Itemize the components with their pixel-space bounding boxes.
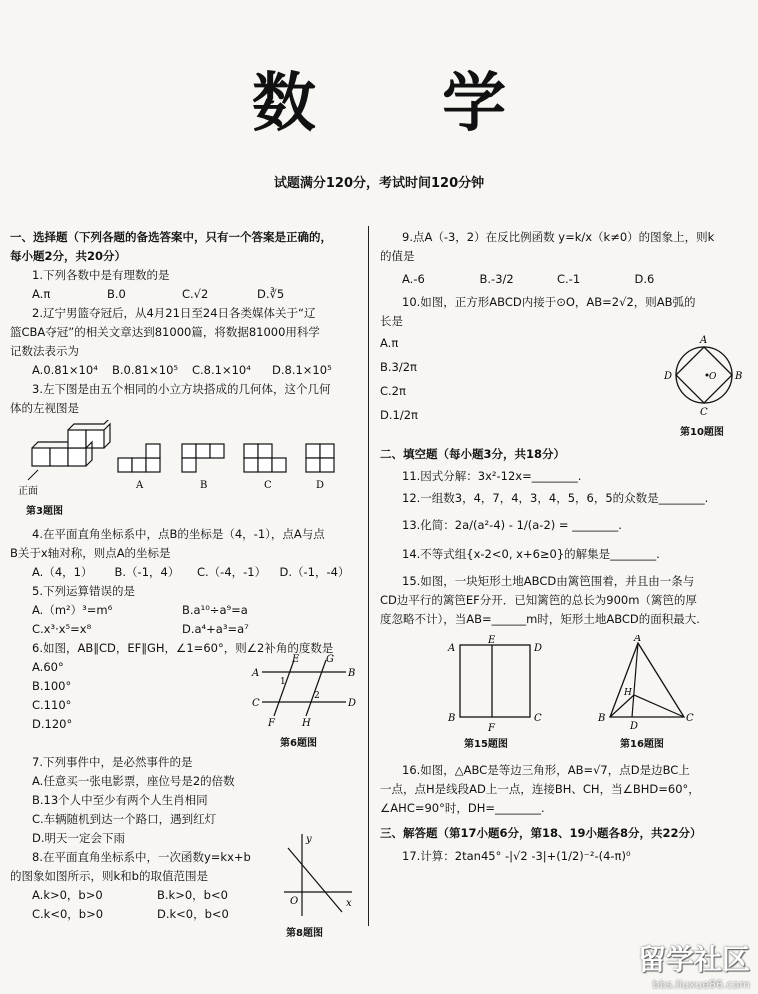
option: C.8.1×10⁴	[192, 363, 251, 377]
option: A.π	[380, 336, 399, 350]
option: B.（-1，4）	[114, 565, 180, 579]
figure-8-caption: 第8题图	[286, 928, 323, 939]
question-5-options-row2	[10, 620, 332, 639]
question-8: 8.在平面直角坐标系中，一次函数y=kx+b	[32, 850, 251, 864]
front-label: 正面	[18, 486, 38, 497]
question-3: 3.左下图是由五个相同的小立方块搭成的几何体，这个几何	[32, 382, 331, 396]
question-10-block	[380, 331, 748, 441]
question-6: 6.如图，AB∥CD，EF∥GH，∠1=60°，则∠2补角的度数是	[32, 641, 334, 655]
section-1-heading-cont: 每小题2分，共20分）	[10, 249, 127, 263]
question-17: 17.计算：2tan45° -|√2 -3|+(1/2)⁻²-(4-π)⁰	[402, 849, 631, 863]
option: A.0.81×10⁴	[32, 363, 98, 377]
option: D.a⁴+a³=a⁷	[182, 622, 249, 636]
option: C.110°	[32, 698, 72, 712]
option-a-view	[118, 444, 160, 472]
option-d-label: D	[316, 480, 325, 491]
svg-text:C: C	[686, 713, 694, 724]
question-15-cont: 度忽略不计），当AB=______m时，矩形土地ABCD的面积最大.	[380, 612, 700, 626]
page-title: 数 学	[251, 66, 559, 141]
svg-text:E: E	[292, 654, 300, 665]
option: B.a¹⁰÷a⁹=a	[182, 603, 248, 617]
option: B.13个人中至少有两个人生肖相同	[32, 793, 208, 807]
watermark	[590, 938, 750, 991]
option: C.2π	[380, 384, 406, 398]
svg-text:O: O	[290, 896, 299, 907]
figure-15	[440, 635, 550, 735]
svg-text:C: C	[252, 698, 260, 709]
svg-text:C: C	[534, 713, 542, 724]
figure-6	[250, 652, 360, 734]
question-10: 10.如图，正方形ABCD内接于⊙O，AB=2√2，则AB弧的	[402, 295, 696, 309]
svg-text:O: O	[709, 372, 717, 382]
question-2-options	[10, 361, 352, 380]
figures-15-16	[380, 629, 748, 749]
question-16-cont: ∠AHC=90°时，DH=________.	[380, 801, 545, 815]
question-16-cont: 一点，点H是线段AD上一点，连接BH、CH，当∠BHD=60°，	[380, 782, 700, 796]
svg-text:A: A	[448, 643, 456, 654]
watermark-logo: 留学社区	[637, 943, 750, 976]
question-6-block	[10, 654, 360, 736]
section-2-heading: 二、填空题（每小题3分，共18分）	[380, 447, 566, 461]
question-15: 15.如图，一块矩形土地ABCD由篱笆围着，并且由一条与	[402, 574, 695, 588]
option: A.-6	[402, 272, 425, 286]
svg-text:A: A	[252, 668, 260, 679]
svg-text:D: D	[534, 643, 543, 654]
question-8-options-row2	[10, 905, 282, 924]
figure-8	[280, 830, 356, 922]
svg-text:D: D	[630, 721, 639, 732]
figure-15-caption: 第15题图	[464, 739, 508, 750]
option: C.（-4，-1）	[197, 565, 267, 579]
question-5-options-row1	[10, 601, 332, 620]
svg-text:1: 1	[280, 677, 286, 687]
option-d-view	[306, 444, 334, 472]
option: D.k<0，b<0	[157, 907, 229, 921]
option: B.3/2π	[380, 360, 417, 374]
question-11: 11.因式分解：3x²-12x=________.	[402, 469, 582, 483]
figure-16-caption: 第16题图	[620, 739, 664, 750]
option: A.π	[32, 287, 51, 301]
option: C.k<0，b>0	[32, 907, 104, 921]
figure-3	[10, 420, 350, 502]
option: B.100°	[32, 679, 72, 693]
question-4-cont: B关于x轴对称，则点A的坐标是	[10, 546, 171, 560]
exam-subtitle: 试题满分120分，考试时间120分钟	[273, 176, 485, 191]
svg-text:H: H	[624, 688, 632, 698]
left-column	[10, 228, 360, 939]
question-13: 13.化简：2a/(a²-4) - 1/(a-2) = ________.	[402, 518, 622, 532]
svg-text:D: D	[348, 698, 357, 709]
question-12: 12.一组数3，4，7，4，3，4，5，6，5的众数是________.	[402, 491, 709, 505]
figure-6-caption: 第6题图	[280, 738, 317, 749]
option: D.120°	[32, 717, 73, 731]
option-a-label: A	[136, 480, 144, 491]
question-9-options	[380, 270, 712, 289]
svg-text:G: G	[326, 654, 334, 665]
svg-text:B: B	[348, 668, 356, 679]
question-8-cont: 的图象如图所示，则k和b的取值范围是	[10, 869, 208, 883]
figure-10	[658, 331, 748, 421]
option: D.8.1×10⁵	[272, 363, 332, 377]
svg-text:A: A	[634, 635, 642, 644]
question-3-cont: 体的左视图是	[10, 401, 79, 415]
figure-3-caption: 第3题图	[26, 506, 63, 517]
question-1-options	[10, 285, 332, 304]
section-3-heading: 三、解答题（第17小题6分，第18、19小题各8分，共22分）	[380, 826, 702, 840]
option: A.任意买一张电影票，座位号是2的倍数	[32, 774, 235, 788]
option: B.-3/2	[479, 272, 514, 286]
svg-text:E: E	[488, 635, 496, 646]
option-b-label: B	[200, 480, 208, 491]
option: D.（-1，-4）	[279, 565, 350, 579]
option: A.（m²）³=m⁶	[32, 603, 113, 617]
svg-text:x: x	[346, 898, 352, 909]
svg-text:B: B	[735, 371, 743, 382]
question-4: 4.在平面直角坐标系中，点B的坐标是（4，-1），点A与点	[32, 527, 325, 541]
svg-text:F: F	[488, 723, 495, 734]
question-8-options-row1	[10, 886, 282, 905]
question-5: 5.下列运算错误的是	[32, 584, 135, 598]
watermark-url: bbs.liuxue86.com	[652, 978, 750, 991]
option: C.√2	[182, 287, 209, 301]
right-column	[380, 228, 748, 866]
option: C.车辆随机到达一个路口，遇到红灯	[32, 812, 217, 826]
svg-text:F: F	[268, 718, 275, 729]
option: A.k>0，b>0	[32, 888, 103, 902]
question-9: 9.点A（-3，2）在反比例函数 y=k/x（k≠0）的图象上，则k	[402, 230, 715, 244]
option: B.0.81×10⁵	[112, 363, 179, 377]
svg-text:A: A	[700, 335, 708, 346]
option: A.60°	[32, 660, 64, 674]
svg-text:B: B	[598, 713, 606, 724]
option-c-view	[244, 444, 286, 472]
question-14: 14.不等式组{x-2<0, x+6≥0}的解集是________.	[402, 547, 660, 561]
option: D.1/2π	[380, 408, 418, 422]
question-2-cont: 篮CBA夺冠”的相关文章达到81000篇，将数据81000用科学	[10, 325, 320, 339]
option: D.6	[634, 272, 655, 286]
question-10-cont: 长是	[380, 314, 403, 328]
option: D.∛5	[257, 287, 285, 301]
option: C.-1	[557, 272, 581, 286]
question-1: 1.下列各数中是有理数的是	[32, 268, 170, 282]
question-7: 7.下列事件中，是必然事件的是	[32, 755, 193, 769]
option: B.0	[107, 287, 126, 301]
figure-10-caption: 第10题图	[680, 427, 724, 438]
svg-text:B: B	[448, 713, 456, 724]
question-15-cont: CD边平行的篱笆EF分开．已知篱笆的总长为900m（篱笆的厚	[380, 593, 697, 607]
svg-text:y: y	[306, 834, 312, 845]
column-divider	[368, 226, 369, 926]
option: A.（4，1）	[32, 565, 93, 579]
option-b-view	[182, 444, 224, 472]
question-2: 2.辽宁男篮夺冠后，从4月21日至24日各类媒体关于“辽	[32, 306, 316, 320]
svg-text:D: D	[664, 371, 673, 382]
option: C.x³·x⁵=x⁸	[32, 622, 92, 636]
question-4-options	[10, 563, 362, 582]
question-9-cont: 的值是	[380, 249, 415, 263]
option: D.明天一定会下雨	[32, 831, 126, 845]
cube-solid-figure	[32, 420, 110, 466]
svg-text:H: H	[302, 718, 311, 729]
svg-text:C: C	[700, 407, 708, 418]
svg-text:2: 2	[314, 691, 320, 701]
figure-16	[594, 635, 704, 735]
section-1-heading: 一、选择题（下列各题的备选答案中，只有一个答案是正确的，	[10, 230, 332, 244]
option-c-label: C	[264, 480, 272, 491]
option: B.k>0，b<0	[157, 888, 228, 902]
question-2-cont: 记数法表示为	[10, 344, 79, 358]
question-16: 16.如图，△ABC是等边三角形，AB=√7，点D是边BC上	[402, 763, 690, 777]
